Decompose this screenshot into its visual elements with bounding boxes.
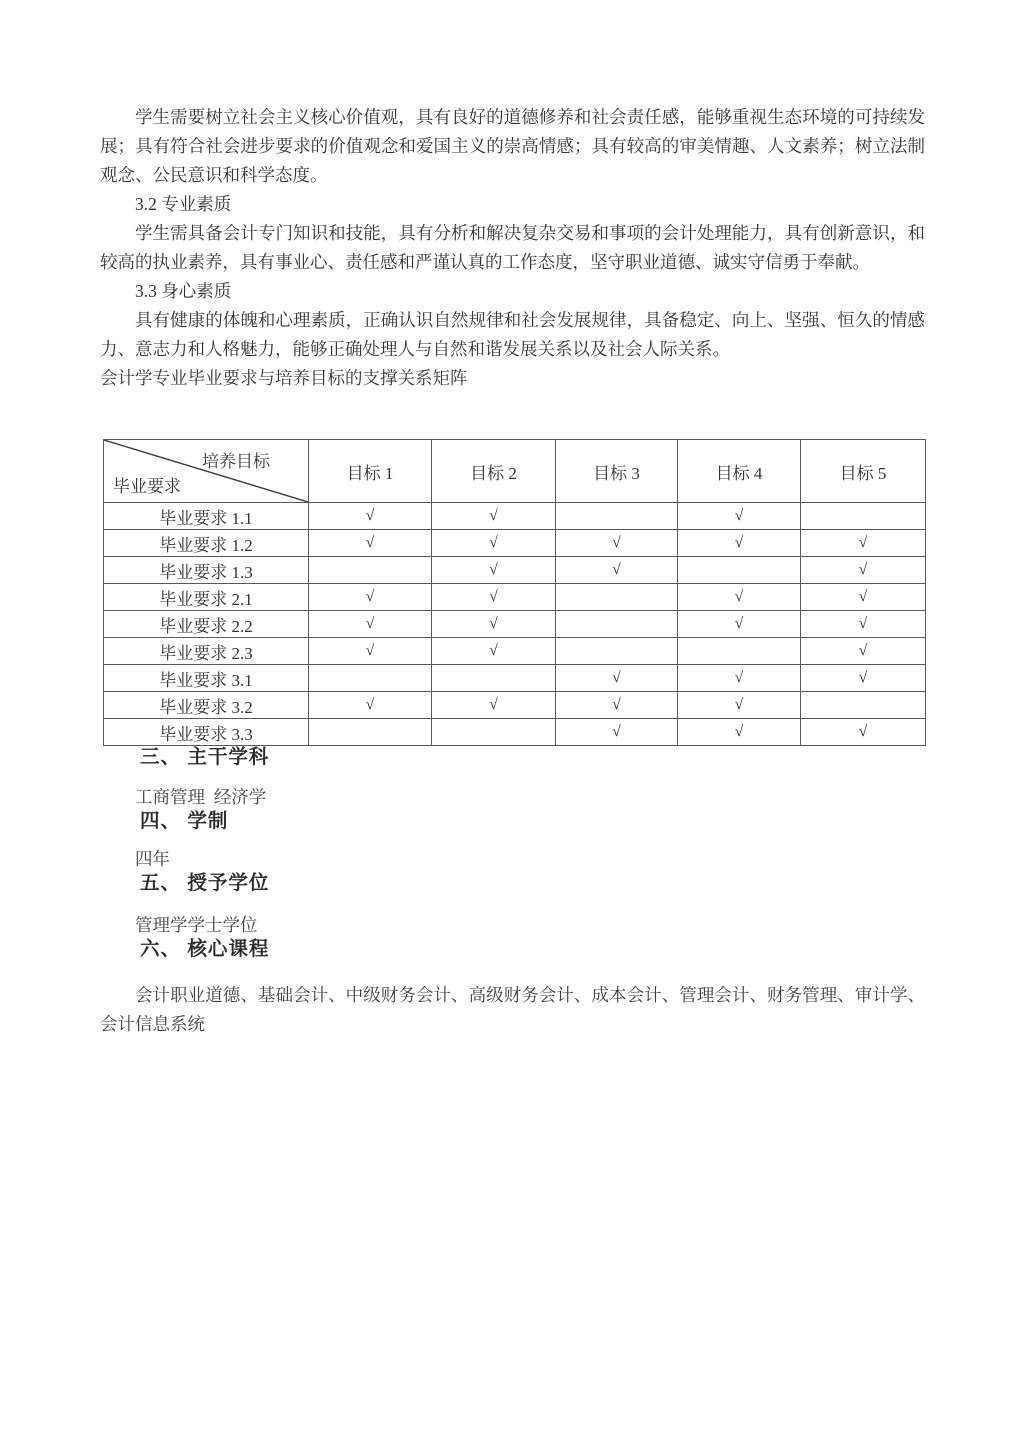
matrix-corner-cell xyxy=(104,440,309,503)
support-checkmark-cell: √ xyxy=(309,530,432,557)
empty-cell xyxy=(556,584,678,611)
goal-column-header: 目标 1 xyxy=(309,440,432,503)
table-row xyxy=(104,611,926,638)
support-checkmark-cell: √ xyxy=(678,665,801,692)
support-checkmark-cell: √ xyxy=(432,503,556,530)
support-checkmark-cell: √ xyxy=(678,584,801,611)
table-row xyxy=(104,557,926,584)
support-checkmark-cell: √ xyxy=(556,719,678,746)
empty-cell xyxy=(309,719,432,746)
program-length-value: 四年 xyxy=(135,849,170,869)
goal-column-header: 目标 3 xyxy=(556,440,678,503)
empty-cell xyxy=(556,503,678,530)
support-checkmark-cell: √ xyxy=(432,611,556,638)
degree-awarded-value: 管理学学士学位 xyxy=(135,915,258,935)
table-row xyxy=(104,665,926,692)
support-checkmark-cell: √ xyxy=(801,530,926,557)
corner-label-graduation-requirements: 毕业要求 xyxy=(113,477,181,496)
table-row xyxy=(104,638,926,665)
goal-column-header: 目标 4 xyxy=(678,440,801,503)
support-checkmark-cell: √ xyxy=(432,530,556,557)
paragraph-values: 学生需要树立社会主义核心价值观，具有良好的道德修养和社会责任感，能够重视生态环境的可持续发展；具有符合社会进步要求的价值观念和爱国主义的崇高情感；具有较高的审美情趣、人文素养；树立法制观念、公民意识和科学态度。 xyxy=(100,107,925,185)
support-checkmark-cell: √ xyxy=(556,530,678,557)
support-checkmark-cell: √ xyxy=(309,584,432,611)
main-disciplines-value: 工商管理 经济学 xyxy=(135,787,267,807)
empty-cell xyxy=(801,692,926,719)
empty-cell xyxy=(556,638,678,665)
matrix-table-title: 会计学专业毕业要求与培养目标的支撑关系矩阵 xyxy=(100,368,468,388)
support-checkmark-cell: √ xyxy=(432,638,556,665)
section-heading-core-courses: 六、 核心课程 xyxy=(140,938,270,960)
empty-cell xyxy=(432,719,556,746)
subheading-3-3: 3.3 身心素质 xyxy=(135,281,232,301)
support-checkmark-cell: √ xyxy=(801,638,926,665)
core-courses-list: 会计职业道德、基础会计、中级财务会计、高级财务会计、成本会计、管理会计、财务管理、审计学、会计信息系统 xyxy=(100,985,925,1034)
empty-cell xyxy=(556,611,678,638)
goal-column-header: 目标 2 xyxy=(432,440,556,503)
requirement-row-label: 毕业要求 1.3 xyxy=(104,557,309,584)
corner-label-training-goals: 培养目标 xyxy=(202,452,270,471)
requirement-row-label: 毕业要求 1.2 xyxy=(104,530,309,557)
empty-cell xyxy=(678,557,801,584)
empty-cell xyxy=(801,503,926,530)
section-heading-degree-awarded: 五、 授予学位 xyxy=(140,872,270,894)
table-row xyxy=(104,530,926,557)
requirement-row-label: 毕业要求 3.3 xyxy=(104,719,309,746)
support-checkmark-cell: √ xyxy=(801,611,926,638)
support-matrix-table xyxy=(103,439,926,746)
empty-cell xyxy=(309,665,432,692)
table-row xyxy=(104,503,926,530)
requirement-row-label: 毕业要求 2.2 xyxy=(104,611,309,638)
support-checkmark-cell: √ xyxy=(432,584,556,611)
matrix-header-row xyxy=(104,440,926,503)
paragraph-physical-mental-quality: 具有健康的体魄和心理素质，正确认识自然规律和社会发展规律，具备稳定、向上、坚强、恒久的情感力、意志力和人格魅力，能够正确处理人与自然和谐发展关系以及社会人际关系。 xyxy=(100,310,925,359)
support-checkmark-cell: √ xyxy=(678,530,801,557)
support-checkmark-cell: √ xyxy=(801,719,926,746)
requirement-row-label: 毕业要求 2.1 xyxy=(104,584,309,611)
matrix-table-body xyxy=(104,503,926,746)
table-row xyxy=(104,584,926,611)
requirement-row-label: 毕业要求 1.1 xyxy=(104,503,309,530)
support-checkmark-cell: √ xyxy=(309,611,432,638)
support-checkmark-cell: √ xyxy=(309,638,432,665)
support-checkmark-cell: √ xyxy=(432,692,556,719)
support-checkmark-cell: √ xyxy=(801,557,926,584)
goal-column-header: 目标 5 xyxy=(801,440,926,503)
support-checkmark-cell: √ xyxy=(309,692,432,719)
support-checkmark-cell: √ xyxy=(678,611,801,638)
empty-cell xyxy=(678,638,801,665)
paragraph-professional-quality: 学生需具备会计专门知识和技能，具有分析和解决复杂交易和事项的会计处理能力，具有创新意识，和较高的执业素养，具有事业心、责任感和严谨认真的工作态度，坚守职业道德、诚实守信勇于奉献。 xyxy=(100,223,925,272)
subheading-3-2: 3.2 专业素质 xyxy=(135,194,232,214)
table-row xyxy=(104,692,926,719)
table-row xyxy=(104,719,926,746)
support-checkmark-cell: √ xyxy=(556,665,678,692)
support-checkmark-cell: √ xyxy=(309,503,432,530)
requirement-row-label: 毕业要求 3.1 xyxy=(104,665,309,692)
section-heading-program-length: 四、 学制 xyxy=(140,810,229,832)
requirement-row-label: 毕业要求 2.3 xyxy=(104,638,309,665)
support-checkmark-cell: √ xyxy=(678,719,801,746)
support-checkmark-cell: √ xyxy=(556,557,678,584)
empty-cell xyxy=(432,665,556,692)
section-heading-main-disciplines: 三、 主干学科 xyxy=(140,746,270,768)
support-checkmark-cell: √ xyxy=(801,665,926,692)
support-checkmark-cell: √ xyxy=(678,503,801,530)
requirement-row-label: 毕业要求 3.2 xyxy=(104,692,309,719)
support-checkmark-cell: √ xyxy=(678,692,801,719)
empty-cell xyxy=(309,557,432,584)
support-checkmark-cell: √ xyxy=(556,692,678,719)
support-checkmark-cell: √ xyxy=(801,584,926,611)
support-checkmark-cell: √ xyxy=(432,557,556,584)
